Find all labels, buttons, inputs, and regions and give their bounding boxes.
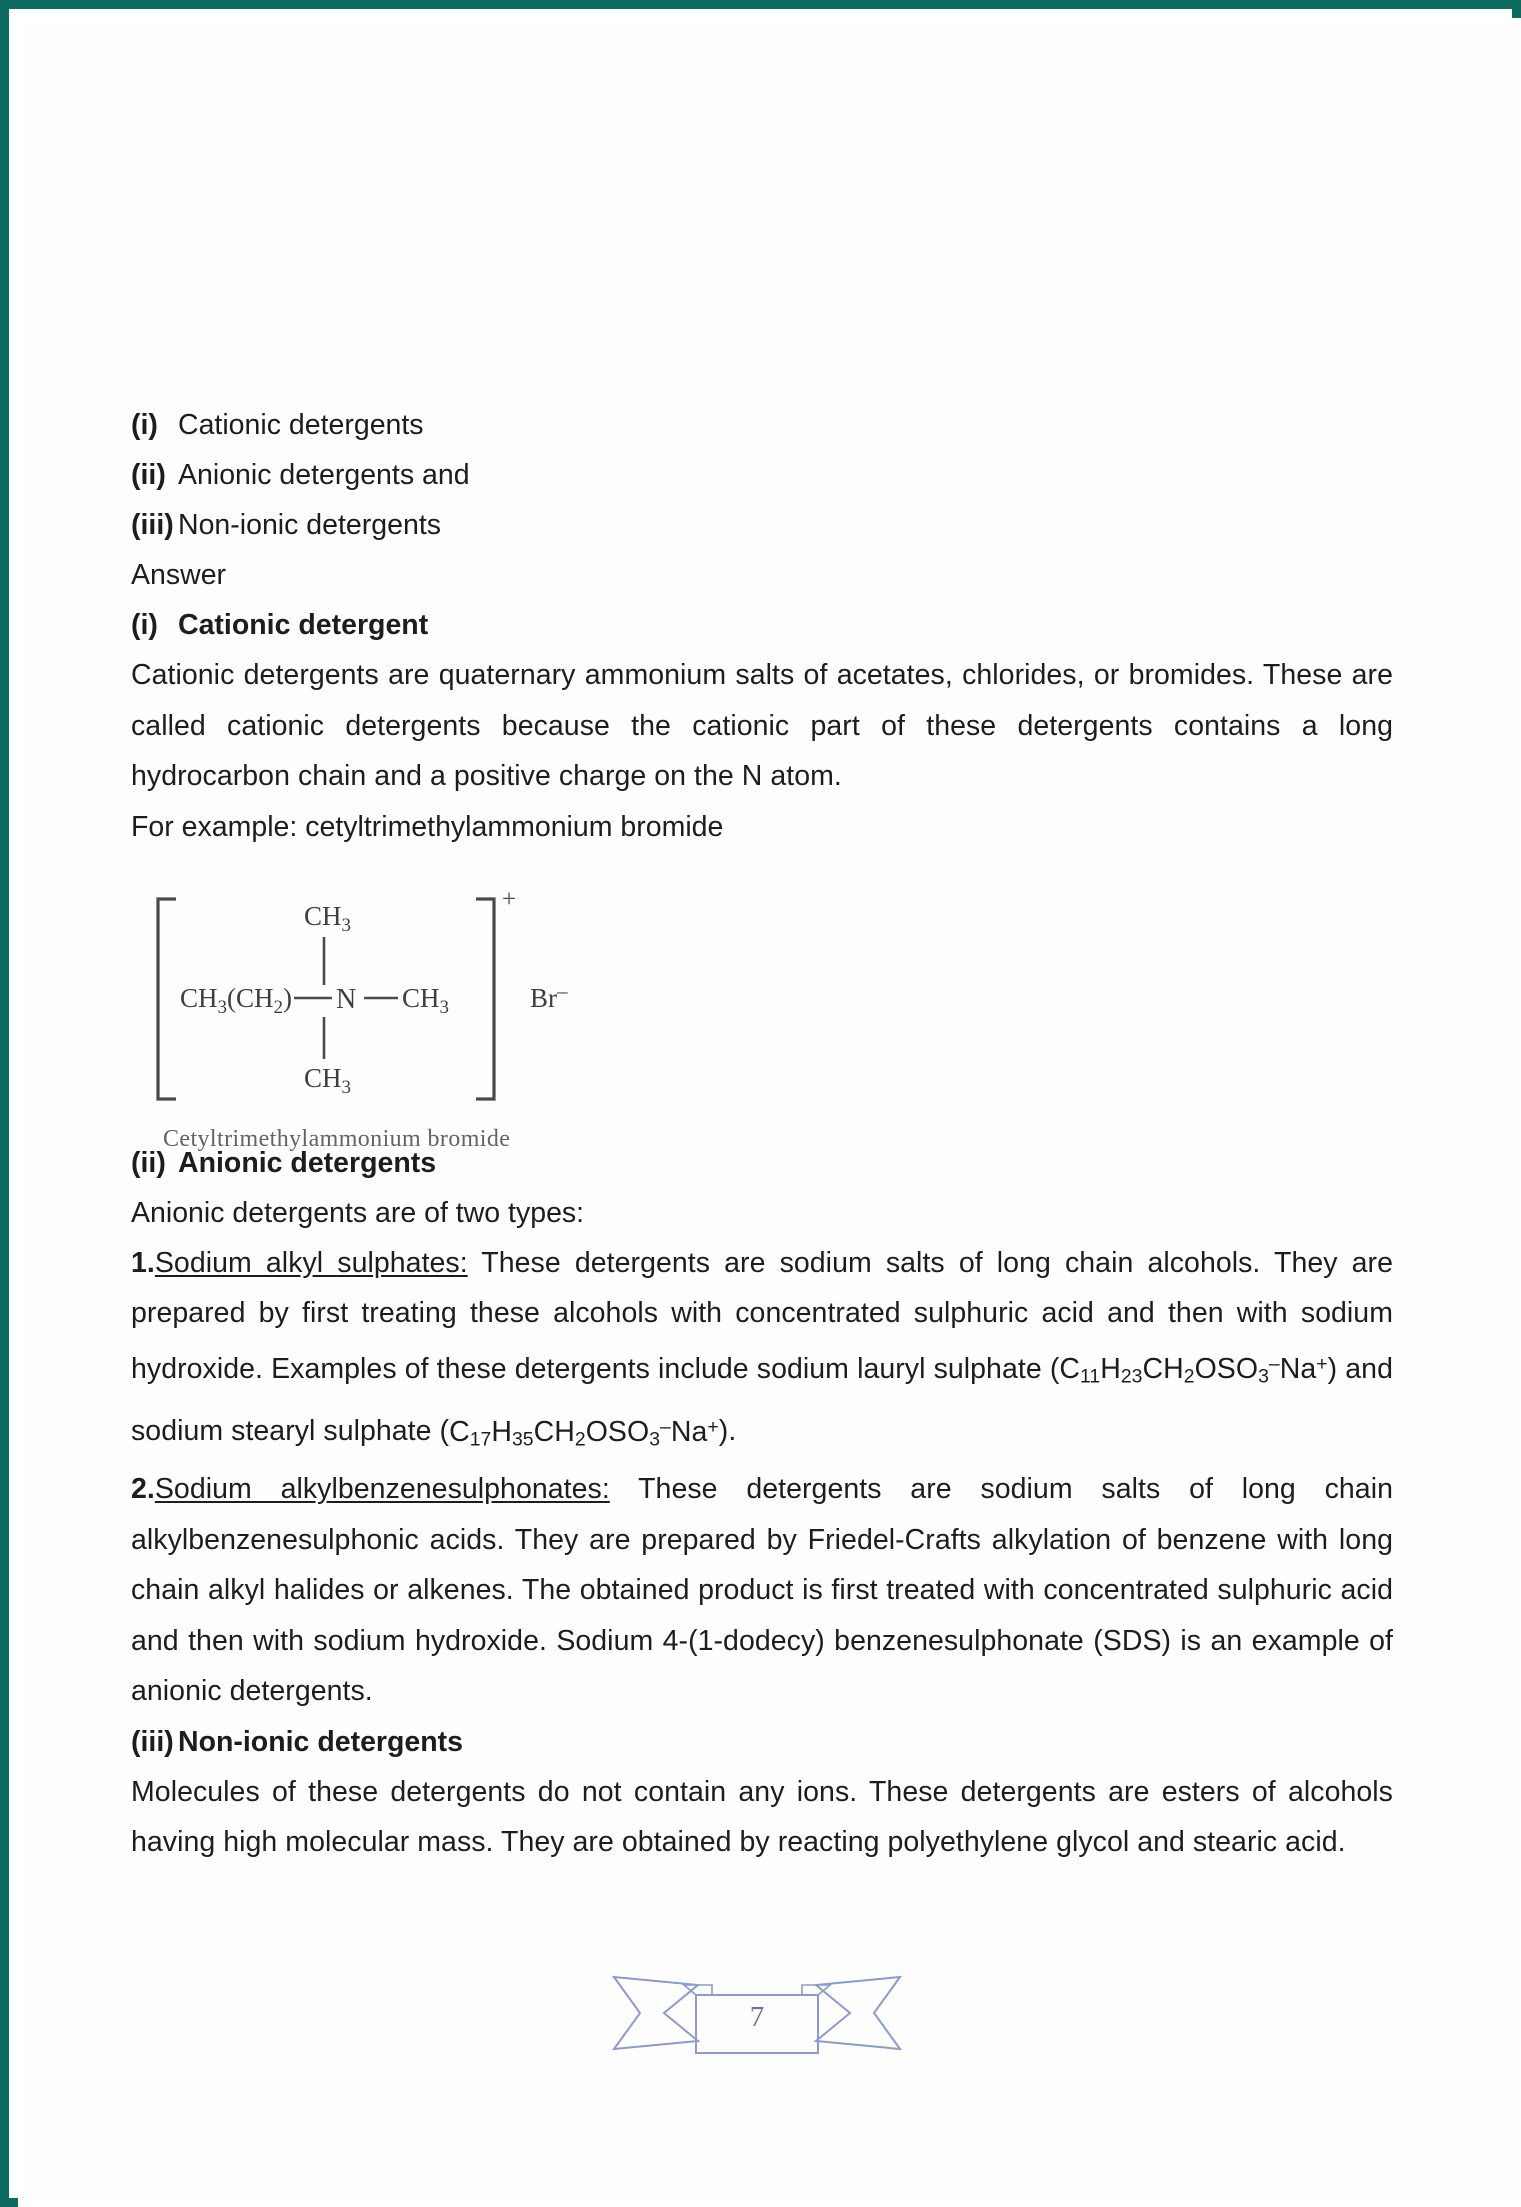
list-item-numeral: (i) — [131, 409, 158, 441]
anionic-type2-number: 2. — [131, 1473, 155, 1506]
page-number: 7 — [749, 2000, 765, 2033]
section-heading-text: Non-ionic detergents — [178, 1725, 464, 1758]
cationic-example-line: For example: cetyltrimethylammonium bromide — [131, 810, 724, 843]
anionic-type2-term: Sodium alkylbenzenesulphonates: — [154, 1473, 610, 1506]
section-numeral: (i) — [131, 609, 158, 641]
anionic-intro: Anionic detergents are of two types: — [131, 1196, 585, 1229]
nitrogen-label: N — [336, 983, 357, 1015]
formula-sodium-stearyl-sulphate: $C_{17}H_{35}CH_2OSO_3^-Na^+$ — [449, 1415, 719, 1450]
list-item-label: Cationic detergents — [178, 409, 424, 441]
answer-label: Answer — [131, 559, 227, 591]
nonionic-paragraph: Molecules of these detergents do not contain any ions. These detergents are esters of alcohols having high molecular mass. They are obtained by reacting polyethylene glycol and stearic acid. — [131, 1775, 1393, 1859]
right-bracket-icon — [476, 899, 494, 1099]
page-number-banner — [612, 1955, 902, 2065]
chemical-structure-figure — [146, 877, 706, 1152]
list-item-numeral: (ii) — [131, 459, 166, 491]
section-numeral: (ii) — [131, 1146, 166, 1179]
anionic-type1-term: Sodium alkyl sulphates: — [154, 1246, 468, 1279]
document-content — [131, 400, 1393, 1868]
section-heading-text: Cationic detergent — [178, 609, 429, 641]
top-methyl-label: $CH_3$ — [304, 900, 352, 936]
alkyl-chain-label: $CH_3(CH_2)$ — [180, 982, 293, 1018]
anionic-type1-number: 1. — [131, 1246, 155, 1279]
anionic-type1-body-after: ). — [718, 1415, 737, 1448]
list-item — [131, 400, 1393, 450]
section-numeral: (iii) — [131, 1725, 174, 1758]
section-heading-cationic — [131, 600, 1393, 650]
right-methyl-label: $CH_3$ — [402, 982, 450, 1018]
anionic-type1-paragraph — [131, 1238, 1393, 1465]
anionic-type2-body: These detergents are sodium salts of long chain alkylbenzenesulphonic acids. They are prepared by Friedel-Crafts alkylation of benzene with long chain alkyl halides or alkenes. The obtained product is first treated with concentrated sulphuric acid and then with sodium hydroxide. Sodium 4-(1-dodecy) benzenesulphonate (SDS) is an example of anionic detergents. — [131, 1473, 1393, 1708]
cationic-paragraph: Cationic detergents are quaternary ammonium salts of acetates, chlorides, or bromides. These are called cationic detergents because the cationic part of these detergents contains a long hydrocarbon chain and a positive charge on the N atom. — [131, 659, 1393, 792]
figure-caption: Cetyltrimethylammonium bromide — [163, 1125, 511, 1152]
anionic-type1-body-mid: ) and sodium stearyl sulphate ( — [131, 1352, 1393, 1448]
anionic-type1-body-1: These detergents are sodium salts of long chain alcohols. They are prepared by first treating these alcohols with concentrated sulphuric acid and then with sodium hydroxide. Examples of these detergents include sodium lauryl sulphate ( — [131, 1246, 1393, 1385]
list-item — [131, 500, 1393, 550]
list-item — [131, 450, 1393, 500]
bottom-methyl-label: $CH_3$ — [304, 1062, 352, 1098]
anionic-type2-paragraph — [131, 1464, 1393, 1717]
section-heading-text: Anionic detergents — [178, 1146, 437, 1179]
cation-charge-label: + — [502, 885, 517, 913]
list-item-label: Non-ionic detergents — [178, 509, 441, 541]
section-heading-nonionic — [131, 1717, 1393, 1767]
list-item-label: Anionic detergents and — [178, 459, 470, 491]
bromide-label: Br– — [530, 978, 568, 1013]
cetyltrimethylammonium-bromide-structure — [146, 877, 706, 1132]
list-item-numeral: (iii) — [131, 509, 174, 541]
left-bracket-icon — [158, 899, 176, 1099]
formula-sodium-lauryl-sulphate: $C_{11}H_{23}CH_2OSO_3^-Na^+$ — [1059, 1352, 1328, 1387]
